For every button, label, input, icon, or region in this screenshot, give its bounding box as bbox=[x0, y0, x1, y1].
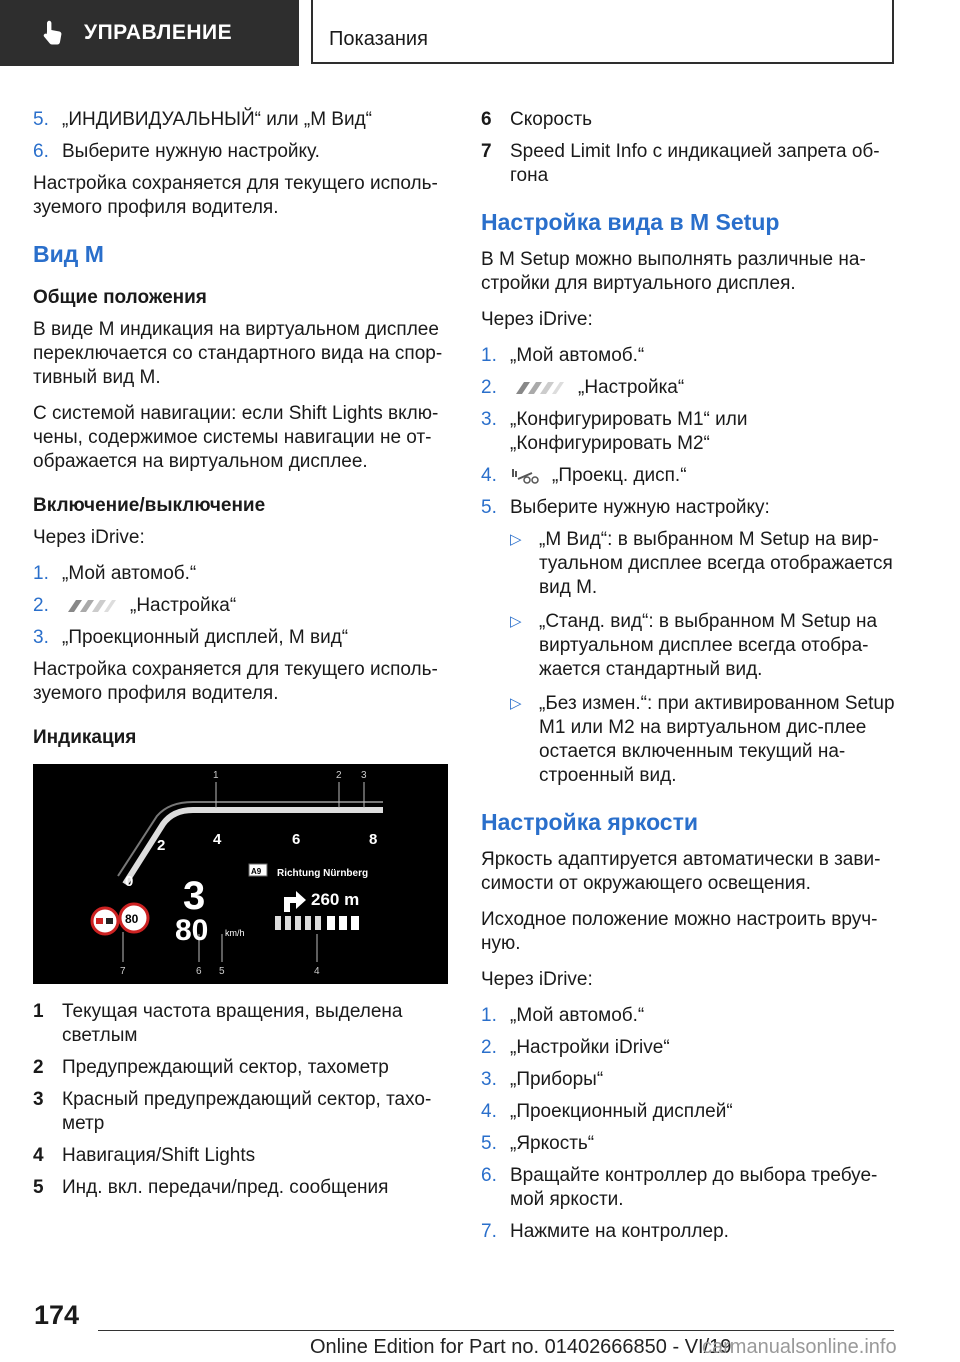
list-item: 1. „Мой автомоб.“ bbox=[481, 345, 645, 366]
paragraph: В M Setup можно выполнять различные на-стройки для виртуального дисплея. bbox=[481, 249, 866, 294]
list-item: 6. Вращайте контроллер до выбора требуе-мой яркости. bbox=[481, 1165, 878, 1210]
page-number: 174 bbox=[34, 1300, 80, 1330]
head-up-display-icon bbox=[510, 467, 540, 485]
chapter-tab bbox=[311, 0, 894, 64]
route-text: Richtung Nürnberg bbox=[277, 868, 369, 879]
hand-pointer-icon bbox=[38, 18, 68, 48]
paragraph: Через iDrive: bbox=[33, 527, 145, 548]
paragraph: В виде M индикация на виртуальном дисплее переключается со стандартного вида на спор-тивный вид M. bbox=[33, 319, 443, 388]
heading-general: Общие положения bbox=[33, 287, 207, 308]
list-item: 7. Нажмите на контроллер. bbox=[481, 1221, 729, 1242]
speed-unit: km/h bbox=[225, 928, 245, 938]
sub-list-item: ▷ „Станд. вид“: в выбранном M Setup на виртуальном дисплее всегда отобра-жается стандартный вид. bbox=[510, 611, 878, 680]
footer-edition: Online Edition for Part no. 01402666850 - VI/19 bbox=[310, 1336, 732, 1358]
callout-5: 5 bbox=[219, 966, 225, 977]
list-item: 6. Выберите нужную настройку. bbox=[33, 141, 320, 162]
right-column bbox=[481, 108, 901, 1252]
legend-item: 3 Красный предупреждающий сектор, тахо-метр bbox=[33, 1089, 432, 1134]
turn-right-arrow-icon bbox=[284, 891, 306, 912]
list-item: 2. „Настройка“ bbox=[33, 595, 237, 616]
list-item: 5. Выберите нужную настройку: bbox=[481, 497, 770, 518]
heading-brightness: Настройка яркости bbox=[481, 809, 699, 835]
settings-stripes-icon bbox=[62, 598, 118, 614]
scale-4: 4 bbox=[213, 831, 222, 848]
section-tab bbox=[0, 0, 299, 66]
scale-8: 8 bbox=[369, 831, 378, 848]
scale-2: 2 bbox=[157, 837, 166, 854]
scale-0: 0 bbox=[125, 873, 134, 890]
callout-2: 2 bbox=[336, 770, 342, 781]
list-item: 4. „Проекционный дисплей“ bbox=[481, 1101, 733, 1122]
list-item: 1. „Мой автомоб.“ bbox=[33, 563, 197, 584]
callout-1: 1 bbox=[213, 770, 219, 781]
hud-figure bbox=[33, 764, 448, 984]
callout-3: 3 bbox=[361, 770, 367, 781]
sub-list-item: ▷ „Без измен.“: при активированном Setup M1 или M2 на виртуальном дис-плее остается включенным текущий на-строенный вид. bbox=[510, 693, 895, 786]
watermark: carmanualsonline.info bbox=[702, 1336, 897, 1358]
paragraph: Исходное положение можно настроить вруч-ную. bbox=[481, 909, 878, 954]
callout-6: 6 bbox=[196, 966, 202, 977]
list-item: 3. „Приборы“ bbox=[481, 1069, 604, 1090]
legend-item: 6 Скорость bbox=[481, 109, 593, 130]
section-title: УПРАВЛЕНИЕ bbox=[84, 21, 233, 44]
paragraph: Яркость адаптируется автоматически в зави-симости от окружающего освещения. bbox=[481, 849, 881, 894]
list-item: 1. „Мой автомоб.“ bbox=[481, 1005, 645, 1026]
list-item: 5. „ИНДИВИДУАЛЬНЫЙ“ или „M Вид“ bbox=[33, 109, 372, 130]
paragraph: Настройка сохраняется для текущего исполь-зуемого профиля водителя. bbox=[33, 173, 438, 218]
gear-indicator: 3 bbox=[183, 874, 206, 918]
callout-7: 7 bbox=[120, 966, 126, 977]
no-overtaking-icon bbox=[92, 908, 118, 934]
list-item: 3. „Проекционный дисплей, M вид“ bbox=[33, 627, 349, 648]
route-tag: A9 bbox=[251, 867, 262, 876]
settings-stripes-icon bbox=[510, 380, 566, 396]
list-item: 3. „Конфигурировать M1“ или „Конфигурировать M2“ bbox=[481, 409, 748, 454]
legend-item: 7 Speed Limit Info с индикацией запрета об-гона bbox=[481, 141, 880, 186]
speed-value: 80 bbox=[175, 914, 209, 947]
left-column bbox=[33, 108, 448, 1208]
lane-arrows-icon bbox=[275, 916, 359, 930]
heading-indication: Индикация bbox=[33, 727, 137, 748]
speed-limit-value: 80 bbox=[125, 912, 139, 926]
list-item: 4. „Проекц. дисп.“ bbox=[481, 465, 687, 486]
distance-value: 260 m bbox=[311, 890, 360, 909]
list-item: 2. „Настройка“ bbox=[481, 377, 685, 398]
list-item: 5. „Яркость“ bbox=[481, 1133, 595, 1154]
scale-6: 6 bbox=[292, 831, 301, 848]
heading-on-off: Включение/выключение bbox=[33, 495, 266, 516]
legend-item: 4 Навигация/Shift Lights bbox=[33, 1145, 256, 1166]
list-item: 2. „Настройки iDrive“ bbox=[481, 1037, 670, 1058]
footer-divider bbox=[98, 1330, 894, 1331]
heading-vid-m: Вид M bbox=[33, 241, 104, 267]
legend-item: 1 Текущая частота вращения, выделена светлым bbox=[33, 1001, 403, 1046]
paragraph: Настройка сохраняется для текущего исполь-зуемого профиля водителя. bbox=[33, 659, 438, 704]
paragraph: Через iDrive: bbox=[481, 969, 593, 990]
paragraph: Через iDrive: bbox=[481, 309, 593, 330]
sub-list-item: ▷ „M Вид“: в выбранном M Setup на вир-туальном дисплее всегда отображается вид M. bbox=[510, 529, 893, 598]
legend-item: 5 Инд. вкл. передачи/пред. сообщения bbox=[33, 1177, 389, 1198]
heading-m-setup: Настройка вида в M Setup bbox=[481, 209, 780, 235]
legend-item: 2 Предупреждающий сектор, тахометр bbox=[33, 1057, 389, 1078]
paragraph: С системой навигации: если Shift Lights вклю-чены, содержимое системы навигации не от-ображается на виртуальном дисплее. bbox=[33, 403, 439, 472]
chapter-title: Показания bbox=[329, 28, 428, 50]
callout-4: 4 bbox=[314, 966, 320, 977]
